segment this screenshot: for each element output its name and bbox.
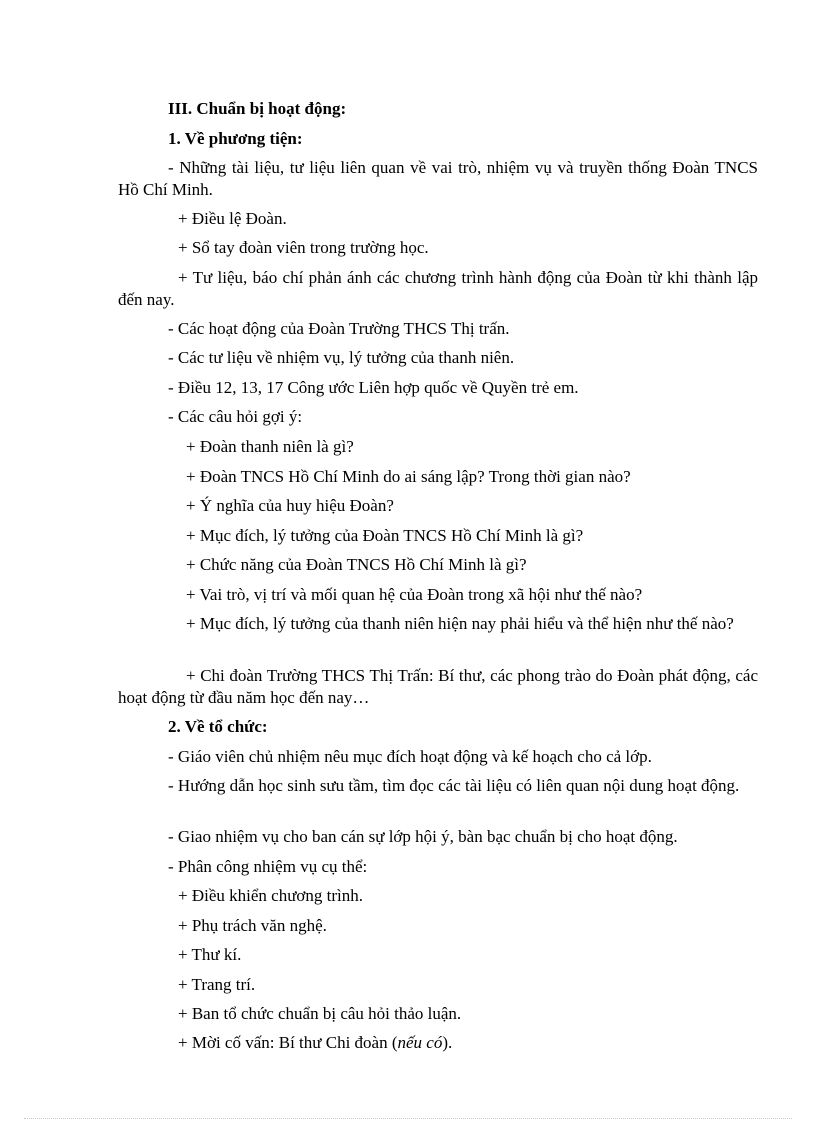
paragraph-questions: - Các câu hỏi gợi ý: bbox=[168, 407, 303, 426]
advisor-text: + Mời cố vấn: Bí thư Chi đoàn ( bbox=[178, 1033, 398, 1052]
question-item: + Chi đoàn Trường THCS Thị Trấn: Bí thư, các phong trào do Đoàn phát động, các hoạt động từ đầu năm học đến nay… bbox=[118, 666, 758, 707]
section-heading-iii: III. Chuẩn bị hoạt động: bbox=[168, 99, 347, 118]
page-bottom-border bbox=[24, 1118, 792, 1119]
task-item: + Thư kí. bbox=[178, 945, 242, 964]
subsection-heading-2: 2. Về tổ chức: bbox=[168, 717, 268, 736]
paragraph-organization: - Giao nhiệm vụ cho ban cán sự lớp hội ý, bàn bạc chuẩn bị cho hoạt động. bbox=[168, 827, 678, 846]
paragraph-organization: - Hướng dẫn học sinh sưu tầm, tìm đọc các tài liệu có liên quan nội dung hoạt động. bbox=[168, 776, 740, 795]
subsection-heading-1: 1. Về phương tiện: bbox=[168, 129, 303, 148]
question-item: + Chức năng của Đoàn TNCS Hồ Chí Minh là gì? bbox=[186, 555, 527, 574]
question-item: + Đoàn TNCS Hồ Chí Minh do ai sáng lập? Trong thời gian nào? bbox=[186, 467, 631, 486]
advisor-text-end: ). bbox=[442, 1033, 453, 1052]
paragraph-convention: - Điều 12, 13, 17 Công ước Liên hợp quốc về Quyền trẻ em. bbox=[168, 378, 579, 397]
question-item: + Ý nghĩa của huy hiệu Đoàn? bbox=[186, 496, 394, 515]
list-item-press: + Tư liệu, báo chí phản ánh các chương trình hành động của Đoàn từ khi thành lập đến nay. bbox=[118, 268, 758, 309]
task-item: + Điều khiển chương trình. bbox=[178, 886, 364, 905]
task-item: + Phụ trách văn nghệ. bbox=[178, 916, 327, 935]
task-item: + Ban tổ chức chuẩn bị câu hỏi thảo luận. bbox=[178, 1004, 462, 1023]
task-item: + Trang trí. bbox=[178, 975, 256, 994]
question-item: + Đoàn thanh niên là gì? bbox=[186, 437, 354, 456]
paragraph-activities: - Các hoạt động của Đoàn Trường THCS Thị trấn. bbox=[168, 319, 510, 338]
question-item: + Mục đích, lý tưởng của thanh niên hiện nay phải hiểu và thể hiện như thế nào? bbox=[186, 614, 734, 633]
advisor-note-italic: nếu có bbox=[397, 1033, 443, 1052]
list-item-handbook: + Sổ tay đoàn viên trong trường học. bbox=[178, 238, 429, 257]
question-item: + Vai trò, vị trí và mối quan hệ của Đoàn trong xã hội như thế nào? bbox=[186, 585, 643, 604]
paragraph-ideals: - Các tư liệu về nhiệm vụ, lý tưởng của thanh niên. bbox=[168, 348, 515, 367]
paragraph-materials: - Những tài liệu, tư liệu liên quan về vai trò, nhiệm vụ và truyền thống Đoàn TNCS Hồ Chí Minh. bbox=[118, 158, 758, 199]
task-item-advisor bbox=[118, 1032, 758, 1054]
list-item-charter: + Điều lệ Đoàn. bbox=[178, 209, 287, 228]
paragraph-organization: - Phân công nhiệm vụ cụ thể: bbox=[168, 857, 368, 876]
question-item: + Mục đích, lý tưởng của Đoàn TNCS Hồ Chí Minh là gì? bbox=[186, 526, 584, 545]
paragraph-organization: - Giáo viên chủ nhiệm nêu mục đích hoạt động và kế hoạch cho cả lớp. bbox=[168, 747, 652, 766]
